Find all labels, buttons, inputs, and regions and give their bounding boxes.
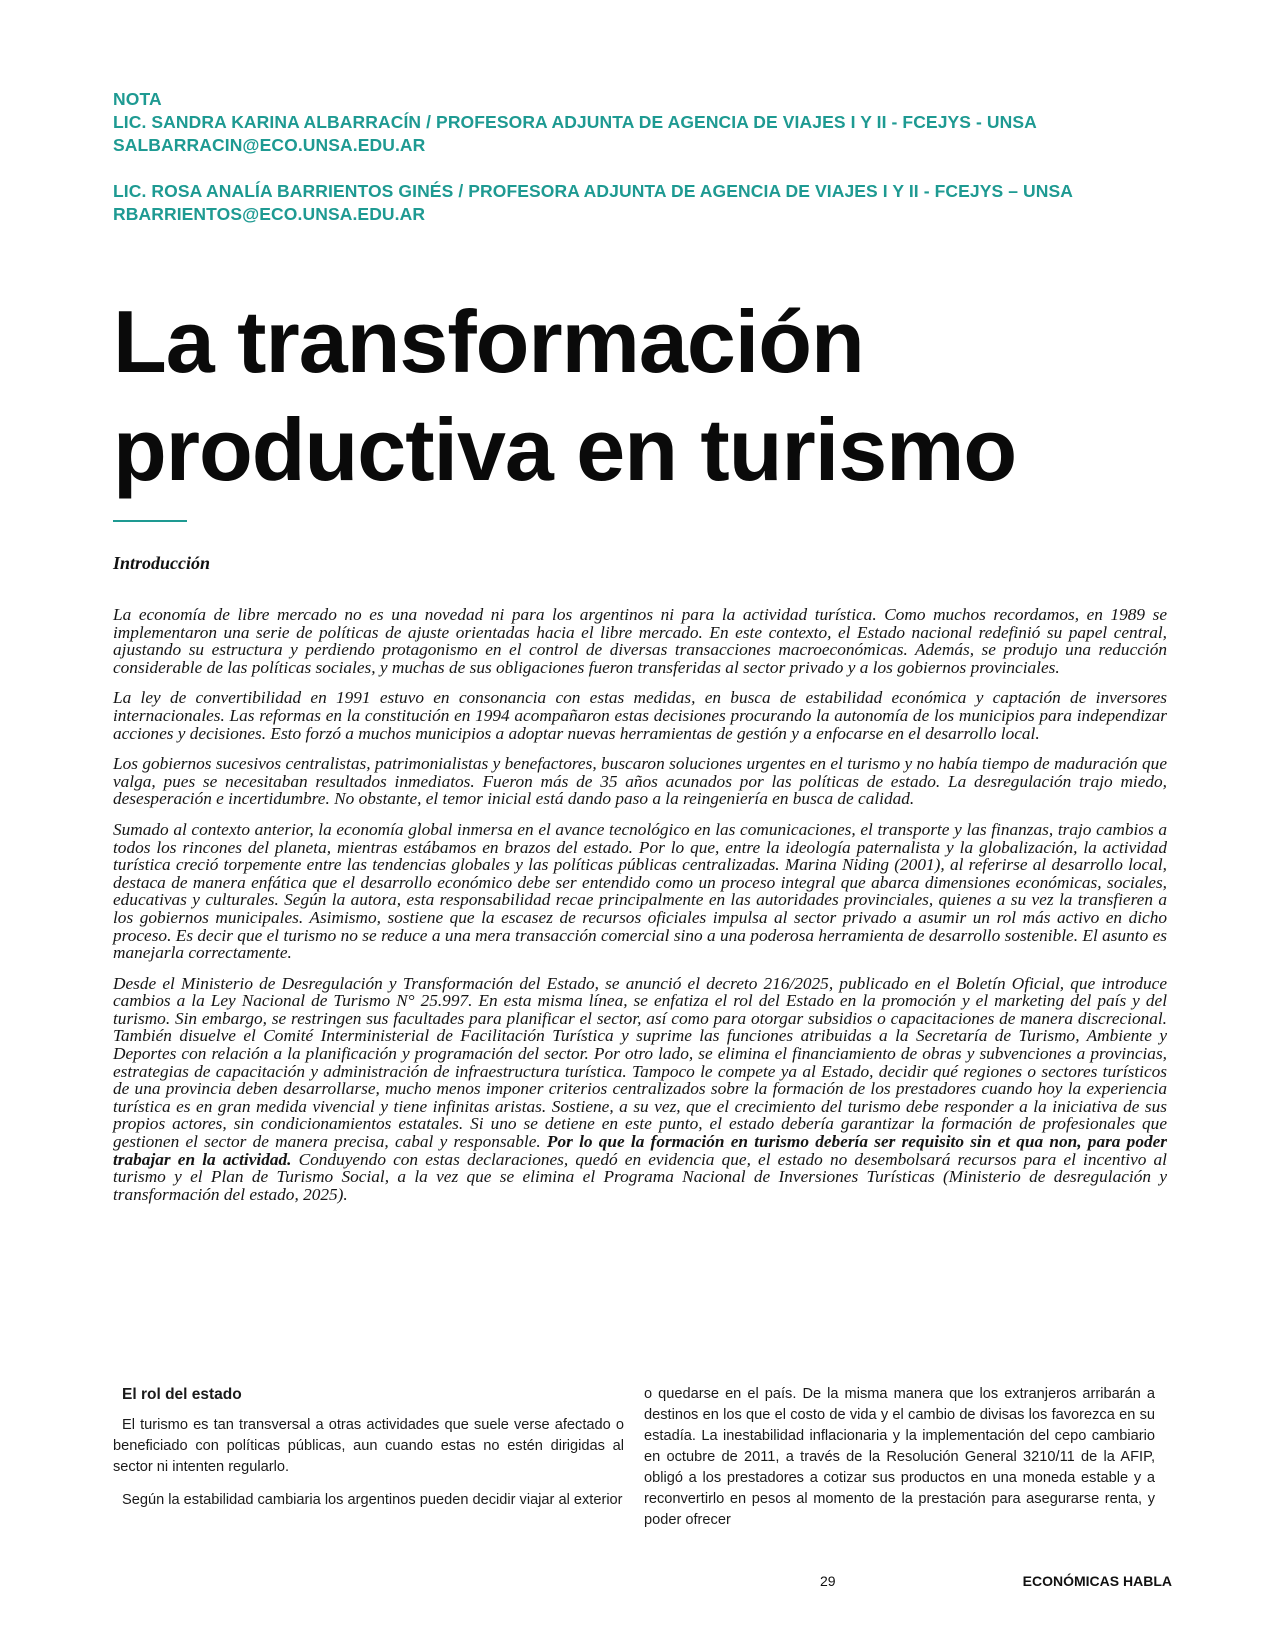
right-column	[644, 1384, 1155, 1543]
author2-email: RBARRIENTOS@ECO.UNSA.EDU.AR	[113, 204, 426, 224]
intro-paragraph-3: Los gobiernos sucesivos centralistas, patrimonialistas y benefactores, buscaron soluciones urgentes en el turismo y no había tiempo de maduración que valga, pues se necesitaban resultados inmediatos. Fueron más de 35 años acunados por las políticas de estado. La desregulación trajo miedo, desesperación e incertidumbre. No obstante, el temor inicial está dando paso a la reingeniería en busca de calidad.	[113, 754, 1167, 809]
intro-paragraph-5-end: Conduyendo con estas declaraciones, quedó en evidencia que, el estado no desembolsará recursos para el incentivo al turismo y el Plan de Turismo Social, a la vez que se elimina el Programa Nacional de Inversiones Turísticas (Ministerio de desregulación y transformación del estado, 2025).	[113, 1149, 1167, 1204]
intro-paragraph-2: La ley de convertibilidad en 1991 estuvo en consonancia con estas medidas, en busca de estabilidad económica y captación de inversores internacionales. Las reformas en la constitución en 1994 acompañaron estas decisiones procurando la autonomía de los municipios para independizar acciones y decisiones. Esto forzó a muchos municipios a adoptar nuevas herramientas de gestión y a enfocarse en el desarrollo local.	[113, 688, 1167, 743]
right-paragraph-1: o quedarse en el país. De la misma manera que los extranjeros arribarán a destinos en los que el costo de vida y el cambio de divisas los favorezca en su estadía. La inestabilidad inflacionaria y la implementación del cepo cambiario en octubre de 2011, a través de la Resolución General 3210/11 de la AFIP, obligó a los prestadores a cotizar sus productos en una moneda estable y a reconvertirlo en pesos al momento de la prestación para asegurarse renta, y poder ofrecer	[644, 1386, 1155, 1528]
page-number: 29	[820, 1573, 836, 1589]
intro-paragraph-5	[113, 975, 1167, 1204]
note-label: NOTA	[113, 89, 162, 109]
left-paragraph-1: El turismo es tan transversal a otras actividades que suele verse afectado o beneficiado con políticas públicas, aun cuando estas no estén dirigidas al sector ni intenten regularlo.	[113, 1417, 624, 1475]
title-underline	[113, 520, 187, 522]
intro-heading: Introducción	[113, 553, 211, 573]
author2-line: LIC. ROSA ANALÍA BARRIENTOS GINÉS / PROFESORA ADJUNTA DE AGENCIA DE VIAJES I Y II - FCEJYS – UNSA	[113, 181, 1074, 201]
title-line-2: productiva en turismo	[113, 400, 1017, 499]
intro-paragraph-5-bold: Por lo que la formación en turismo debería ser requisito sin et qua non, para poder trabajar en la actividad.	[113, 1132, 1167, 1169]
author-block	[113, 88, 1173, 226]
intro-paragraph-4: Sumado al contexto anterior, la economía global inmersa en el avance tecnológico en las comunicaciones, el transporte y las finanzas, trajo cambios a todos los rincones del planeta, mientras estábamos en brazos del estado. Por lo que, entre la ideología paternalista y la globalización, la actividad turística creció torpemente entre las tendencias globales y las políticas públicas centralizadas. Marina Niding (2001), al referirse al desarrollo local, destaca de manera enfática que el desarrollo económico debe ser entendido como un proceso integral que abarca dimensiones económicas, sociales, educativas y culturales. Según la autora, esta responsabilidad recae principalmente en las autoridades provinciales, quienes a su vez la transfieren a los gobiernos municipales. Asimismo, sostiene que la escasez de recursos oficiales impulsa al sector privado a asumir un rol más activo en dicho proceso. Es decir que el turismo no se reduce a una mera transacción comercial sino a una poderosa herramienta de desarrollo sostenible. El asunto es manejarla correctamente.	[113, 819, 1167, 963]
author1-email: SALBARRACIN@ECO.UNSA.EDU.AR	[113, 135, 426, 155]
intro-paragraph-1: La economía de libre mercado no es una novedad ni para los argentinos ni para la actividad turística. Como muchos recordamos, en 1989 se implementaron una serie de políticas de ajuste orientadas hacia el libre mercado. En este contexto, el Estado nacional redefinió su papel central, ajustando su estructura y perdiendo protagonismo en el control de diversas transacciones macroeconómicas. Además, se produjo una reducción considerable de las políticas sociales, y muchas de sus obligaciones fueron transferidas al sector privado y a los gobiernos provinciales.	[113, 605, 1167, 677]
section-heading: El rol del estado	[122, 1386, 242, 1403]
title-line-1: La transformación	[113, 292, 864, 391]
article-title	[113, 288, 1173, 504]
left-column	[113, 1385, 624, 1523]
author-spacer	[113, 157, 1173, 180]
author1-line: LIC. SANDRA KARINA ALBARRACÍN / PROFESORA ADJUNTA DE AGENCIA DE VIAJES I Y II - FCEJYS - UNSA	[113, 112, 1037, 132]
intro-body	[113, 606, 1167, 1216]
intro-paragraph-5-start: Desde el Ministerio de Desregulación y Transformación del Estado, se anunció el decreto 216/2025, publicado en el Boletín Oficial, que introduce cambios a la Ley Nacional de Turismo N° 25.997. En esta misma línea, se enfatiza el rol del Estado en la promoción y el marketing del país y del turismo. Sin embargo, se restringen sus facultades para planificar el sector, así como para otorgar subsidios o capacitaciones de manera discrecional. También disuelve el Comité Interministerial de Facilitación Turística y suprime las funciones atribuidas a la Secretaría de Turismo, Ambiente y Deportes con relación a la planificación y programación del sector. Por otro lado, se elimina el financiamiento de obras y subvenciones a provincias, estrategias de capacitación y administración de infraestructura turística. Tampoco le compete ya al Estado, decidir qué regiones o sectores turísticos de una provincia deben desarrollarse, mucho menos imponer criterios centralizados sobre la formación de los prestadores cuando hoy la experiencia turística es en gran medida vivencial y tiene infinitas aristas. Sostiene, a su vez, que el crecimiento del turismo debe responder a la iniciativa de sus propios actores, sin condicionamientos estatales. Si uno se detiene en este punto, el estado debería garantizar la formación de profesionales que gestionen el sector de manera precisa, cabal y responsable.	[113, 973, 1167, 1152]
magazine-name: ECONÓMICAS HABLA	[1022, 1573, 1172, 1589]
left-paragraph-2: Según la estabilidad cambiaria los argentinos pueden decidir viajar al exterior	[122, 1492, 623, 1508]
